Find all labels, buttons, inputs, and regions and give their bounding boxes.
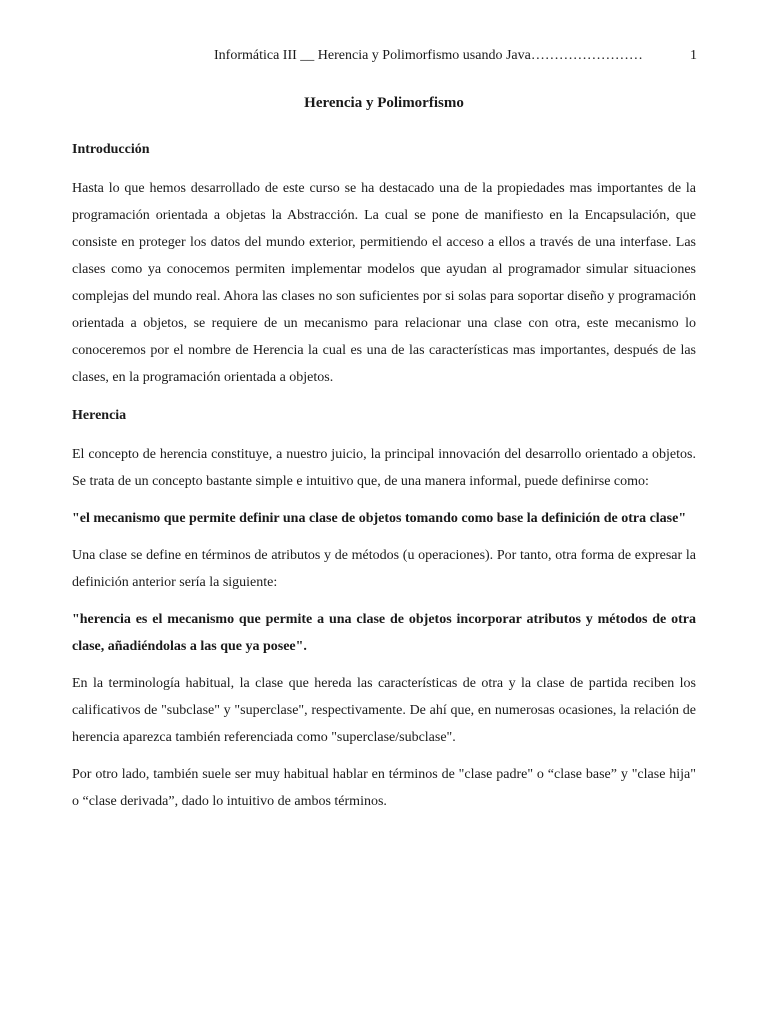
page-number: 1 xyxy=(690,48,697,63)
herencia-quote-1: "el mecanismo que permite definir una clase de objetos tomando como base la definición de otra clase" xyxy=(72,511,687,526)
herencia-paragraph-2: Una clase se define en términos de atributos y de métodos (u operaciones). Por tanto, otra forma de expresar la definición anterior sería la siguiente: xyxy=(72,548,696,590)
herencia-paragraph-3: En la terminología habitual, la clase que hereda las características de otra y la clase de partida reciben los calificativos de "subclase" y "superclase", respectivamente. De ahí que, en numerosas ocasiones, la relación de herencia aparezca también referenciada como "superclase/subclase". xyxy=(72,676,696,745)
herencia-paragraph-1: El concepto de herencia constituye, a nuestro juicio, la principal innovación del desarrollo orientado a objetos. Se trata de un concepto bastante simple e intuitivo que, de una manera informal, puede definirse como: xyxy=(72,447,696,489)
herencia-paragraph-4: Por otro lado, también suele ser muy habitual hablar en términos de "clase padre" o “clase base” y "clase hija" o “clase derivada”, dado lo intuitivo de ambos términos. xyxy=(72,767,696,809)
running-header xyxy=(214,46,697,66)
section-heading-introduccion: Introducción xyxy=(72,142,150,157)
section-heading-herencia: Herencia xyxy=(72,408,127,423)
herencia-quote-2: "herencia es el mecanismo que permite a una clase de objetos incorporar atributos y métodos de otra clase, añadiéndolas a las que ya posee". xyxy=(72,612,696,654)
header-text: Informática III __ Herencia y Polimorfismo usando Java…………………… xyxy=(214,48,643,63)
document-title: Herencia y Polimorfismo xyxy=(304,95,464,111)
intro-paragraph: Hasta lo que hemos desarrollado de este curso se ha destacado una de la propiedades mas importantes de la programación orientada a objetas la Abstracción. La cual se pone de manifiesto en la Encapsulación, que consiste en proteger los datos del mundo exterior, permitiendo el acceso a ellos a través de una interfase. Las clases como ya conocemos permiten implementar modelos que ayudan al programador simular situaciones complejas del mundo real. Ahora las clases no son suficientes por si solas para soportar diseño y programación orientada a objetos, se requiere de un mecanismo para relacionar una clase con otra, este mecanismo lo conoceremos por el nombre de Herencia la cual es una de las características mas importantes, después de las clases, en la programación orientada a objetos. xyxy=(72,181,696,385)
document-body xyxy=(72,140,696,815)
